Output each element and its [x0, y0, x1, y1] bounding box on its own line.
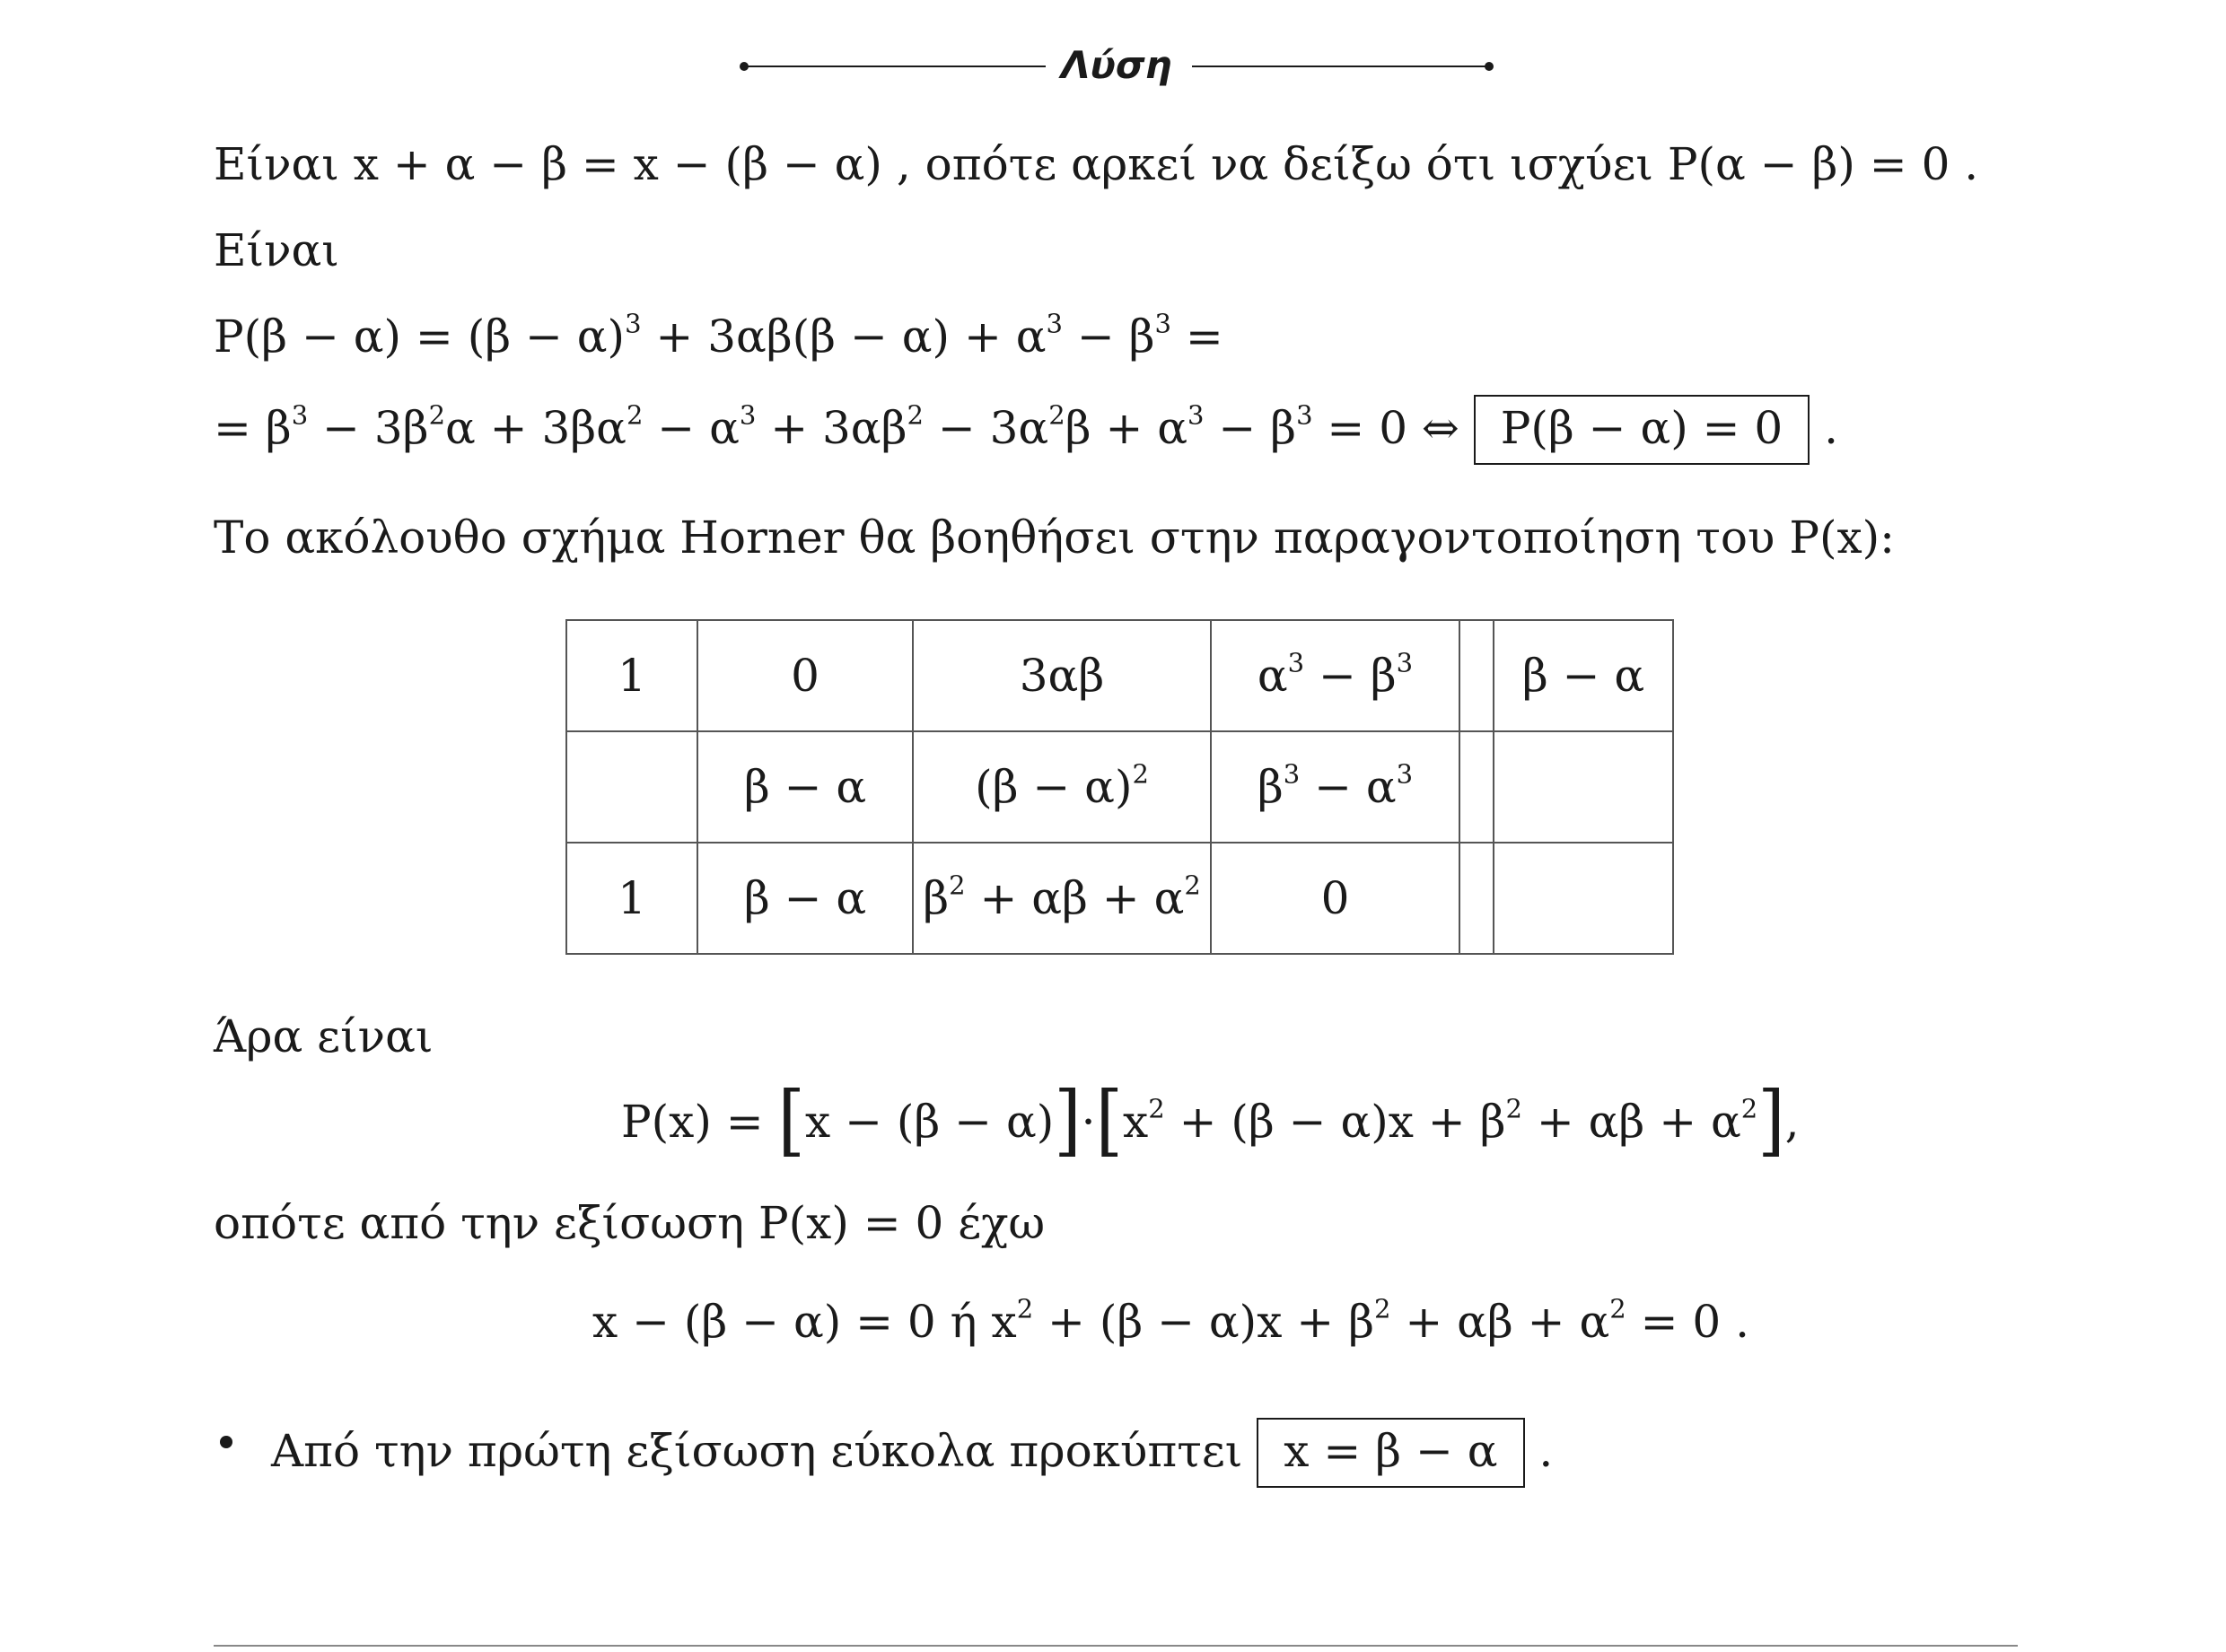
table-cell: 0	[1211, 843, 1459, 954]
table-cell: 0	[697, 620, 913, 731]
text-line: Άρα είναι	[214, 1010, 434, 1062]
statement-line: Είναι x + α − β = x − (β − α) , οπότε αρκεί να δείξω ότι ισχύει P(α − β) = 0 .	[214, 138, 1979, 190]
bottom-divider	[214, 1645, 2018, 1647]
table-cell: 3αβ	[913, 620, 1211, 731]
boxed-result: P(β − α) = 0	[1474, 395, 1810, 465]
conclusion-line: Από την πρώτη εξίσωση εύκολα προκύπτει x = β − α .	[271, 1418, 1553, 1488]
table-cell: β − α	[697, 731, 913, 843]
equation-line-1: $P(\beta - \alpha) = (\beta - \alpha)^3 + 3\alpha\beta(\beta - \alpha) + \alpha^3 - \beta^3$ =	[214, 308, 1223, 363]
table-cell	[1494, 843, 1673, 954]
bracket-open: [	[777, 1076, 805, 1166]
table-row	[566, 731, 1673, 843]
table-cell: β − α	[1494, 620, 1673, 731]
boxed-result: x = β − α	[1257, 1418, 1524, 1488]
table-cell	[1494, 731, 1673, 843]
table-cell	[1459, 843, 1494, 954]
table-cell	[1459, 620, 1494, 731]
rule-dot-right	[1485, 62, 1494, 71]
title-rule	[745, 39, 1490, 93]
table-row	[566, 843, 1673, 954]
text-line: οπότε από την εξίσωση P(x) = 0 έχω	[214, 1197, 1046, 1249]
equation-line-2: = $\beta^3 - 3\beta^2\alpha + 3\beta\alpha^2 - \alpha^3 + 3\alpha\beta^2 - 3\alpha^2\beta + \alpha^3 - \beta^3 = 0$ ⇔ P(β − α) = 0 .	[214, 395, 1838, 465]
table-cell: β − α	[697, 843, 913, 954]
table-cell: 1	[566, 620, 697, 731]
table-cell: $(\beta - \alpha)^2$	[913, 731, 1211, 843]
bullet-icon	[220, 1436, 232, 1448]
bracket-open: [	[1095, 1076, 1124, 1166]
factored-equation: $P(x) = [x - (\beta - \alpha)]\cdot[x^2 + (\beta - \alpha)x + \beta^2 + \alpha\beta + \alpha^2]$,	[621, 1076, 1800, 1166]
bracket-close: ]	[1757, 1076, 1785, 1166]
section-title: Λύση	[1061, 43, 1172, 87]
table-cell	[566, 731, 697, 843]
horner-intro: Το ακόλουθο σχήμα Horner θα βοηθήσει στην παραγοντοποίηση του P(x):	[214, 511, 1896, 564]
table-cell	[1459, 731, 1494, 843]
table-cell: $\beta^2 + \alpha\beta + \alpha^2$	[913, 843, 1211, 954]
table-row	[566, 620, 1673, 731]
horner-table	[565, 619, 1674, 955]
bracket-close: ]	[1054, 1076, 1082, 1166]
equations-alternatives: x − (β − α) = 0 ή $x^2 + (\beta - \alpha)x + \beta^2 + \alpha\beta + \alpha^2 = 0$ .	[592, 1293, 1749, 1348]
rule-line-right	[1192, 66, 1493, 67]
rule-line-left	[745, 66, 1046, 67]
text-line: Είναι	[214, 224, 339, 276]
table-cell: 1	[566, 843, 697, 954]
table-cell: $\beta^3 - \alpha^3$	[1211, 731, 1459, 843]
table-cell: $\alpha^3 - \beta^3$	[1211, 620, 1459, 731]
